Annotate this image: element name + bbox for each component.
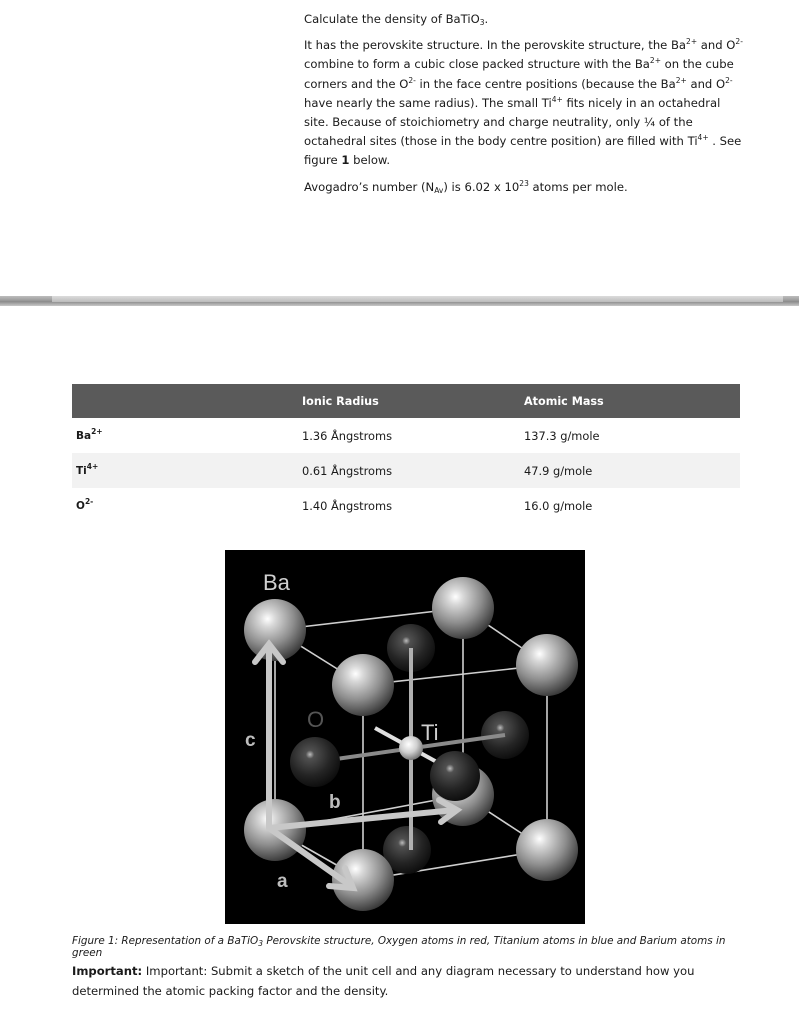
barium-atom: [432, 577, 494, 639]
barium-atom: [516, 819, 578, 881]
label-c: c: [245, 730, 256, 751]
radius-cell: 1.36 Ångstroms: [302, 428, 393, 443]
page-1: [0, 0, 799, 296]
oxygen-atom: [430, 751, 480, 801]
oxygen-atom: [290, 737, 340, 787]
titanium-atom: [399, 736, 423, 760]
header-atomic-mass: Atomic Mass: [524, 384, 740, 418]
ion-cell: $Ba^{2+}$: [76, 426, 103, 442]
problem-statement: [304, 10, 744, 204]
header-ionic-radius: Ionic Radius: [302, 384, 524, 418]
label-a: a: [277, 871, 288, 892]
table-header-row: [72, 384, 740, 418]
perovskite-description: It has the perovskite structure. In the perovskite structure, the $Ba^{2+}$ and $O^{2-}$ combine to form a cubic close packed structure with the $Ba^{2+}$ on the cube corners and the $O^{2-}$ in the face centre positions (because the $Ba^{2+}$ and $O^{2-}$ have nearly the same radius). The small $Ti^{4+}$ fits nicely in an octahedral site. Because of stoichiometry and charge neutrality, only ¼ of the octahedral sites (those in the body centre position) are filled with $Ti^{4+}$ . See figure 1 below.: [304, 37, 743, 168]
header-ion: [72, 384, 302, 418]
barium-atom: [332, 654, 394, 716]
table-row: [72, 453, 740, 488]
radius-cell: 0.61 Ångstroms: [302, 453, 524, 488]
figure-caption: Figure 1: Representation of a BaTiO$_3$ Perovskite structure, Oxygen atoms in red, Titanium atoms in blue and Barium atoms in green: [72, 935, 726, 959]
problem-title: Calculate the density of BaTiO$_3$.: [304, 12, 489, 27]
table-row: [72, 488, 740, 523]
page-separator: [0, 296, 799, 306]
mass-cell: 16.0 g/mole: [524, 498, 593, 513]
avogadro-statement: Avogadro’s number $(N_{Av})$ is 6.02 x $10^{23}$ atoms per mole.: [304, 178, 628, 195]
ion-properties-table: [72, 384, 740, 523]
ion-cell: $O^{2-}$: [76, 496, 94, 512]
barium-atom: [516, 634, 578, 696]
mass-cell: 47.9 g/mole: [524, 453, 740, 488]
perovskite-unit-cell-figure: [225, 550, 585, 924]
label-ba: Ba: [263, 570, 290, 595]
radius-cell: 1.40 Ångstroms: [302, 498, 393, 513]
label-ti: Ti: [421, 720, 439, 745]
unit-cell-drawing: [225, 550, 585, 924]
table-row: [72, 418, 740, 453]
label-b: b: [329, 792, 341, 813]
mass-cell: 137.3 g/mole: [524, 428, 600, 443]
important-note: Important: Important: Submit a sketch of the unit cell and any diagram necessary to understand how you determined the atomic packing factor and the density.: [72, 964, 695, 998]
label-o: O: [307, 707, 325, 732]
ion-cell: $Ti^{4+}$: [72, 453, 302, 488]
